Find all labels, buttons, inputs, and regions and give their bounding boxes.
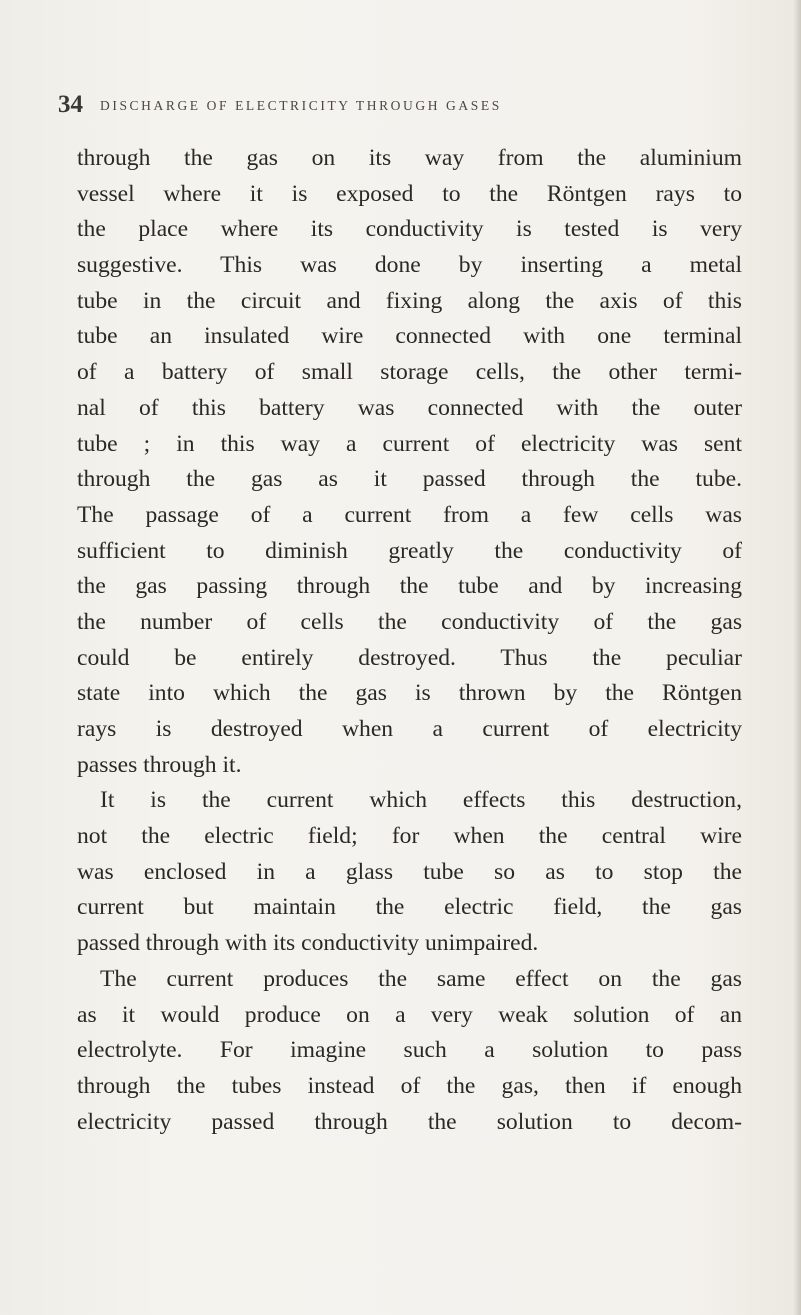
text-line: tube an insulated wire connected with one terminal: [77, 323, 742, 350]
text-line: was enclosed in a glass tube so as to stop the: [77, 858, 742, 885]
text-line: sufficient to diminish greatly the conductivity of: [77, 537, 742, 564]
text-line: electrolyte. For imagine such a solution to pass: [77, 1037, 742, 1064]
running-head: DISCHARGE OF ELECTRICITY THROUGH GASES: [100, 98, 502, 113]
page-header: [58, 88, 758, 122]
text-line: state into which the gas is thrown by the Röntgen: [77, 680, 742, 707]
text-line: through the gas as it passed through the tube.: [77, 466, 742, 493]
text-line: tube ; in this way a current of electricity was sent: [77, 430, 742, 457]
text-line: not the electric field; for when the central wire: [77, 823, 742, 850]
text-line: the number of cells the conductivity of the gas: [77, 608, 742, 635]
text-line: the gas passing through the tube and by increasing: [77, 573, 742, 600]
text-line: suggestive. This was done by inserting a metal: [77, 252, 742, 279]
text-line: through the tubes instead of the gas, then if enough: [77, 1072, 742, 1099]
text-line: nal of this battery was connected with the outer: [77, 394, 742, 421]
text-line: rays is destroyed when a current of electricity: [77, 716, 742, 742]
text-line: as it would produce on a very weak solution of an: [77, 1001, 742, 1028]
body-text: [77, 141, 742, 1140]
text-line: could be entirely destroyed. Thus the peculiar: [77, 644, 742, 671]
text-line: passed through with its conductivity unimpaired.: [77, 930, 539, 957]
text-line: passes through it.: [77, 751, 242, 778]
text-line: of a battery of small storage cells, the other termi-: [77, 359, 742, 386]
text-line: current but maintain the electric field, the gas: [77, 894, 742, 921]
text-line: the place where its conductivity is tested is very: [77, 216, 742, 243]
text-line: through the gas on its way from the aluminium: [77, 145, 742, 171]
text-line: vessel where it is exposed to the Röntgen rays to: [77, 180, 742, 207]
text-line: The passage of a current from a few cells was: [77, 501, 742, 528]
text-line: electricity passed through the solution to decom-: [77, 1108, 742, 1135]
page-number: 34: [58, 91, 83, 118]
text-line: The current produces the same effect on the gas: [100, 965, 742, 992]
text-line: It is the current which effects this destruction,: [100, 787, 742, 814]
page-edge-shadow: [793, 0, 801, 1315]
text-line: tube in the circuit and fixing along the axis of this: [77, 287, 742, 314]
